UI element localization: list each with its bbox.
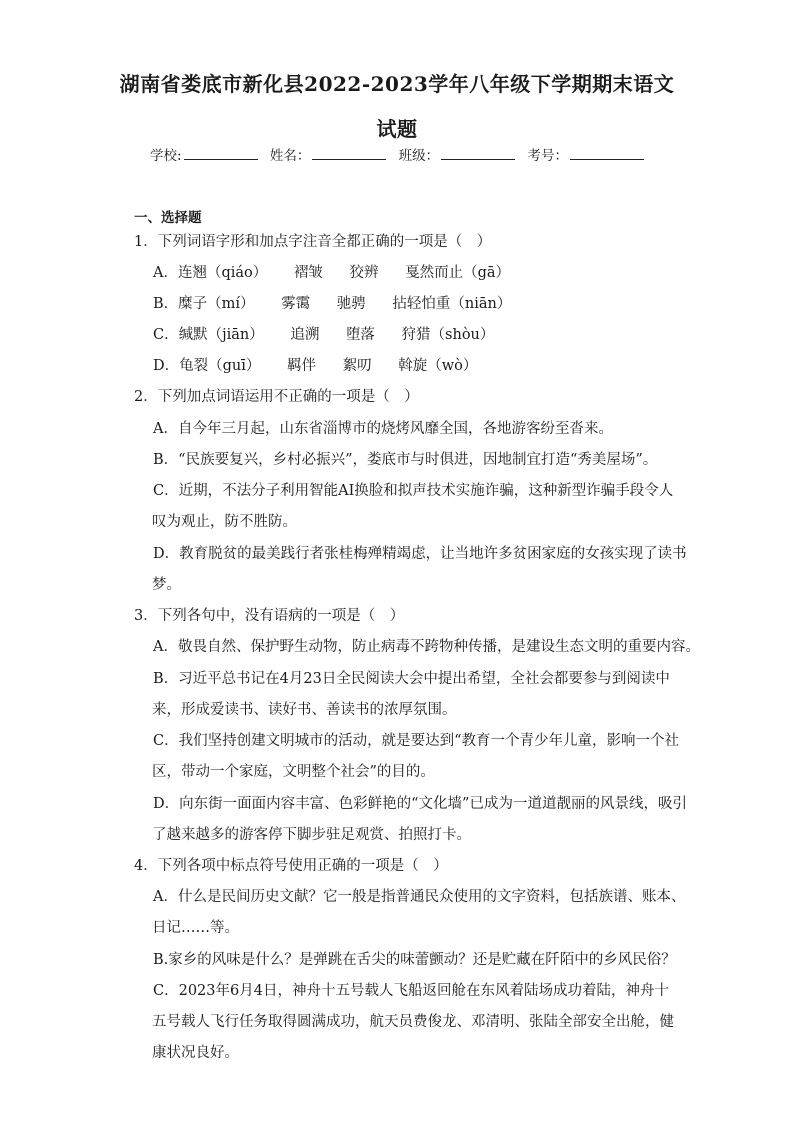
option-d-word-2: 羁伴: [287, 358, 316, 374]
question-2-option-d-cont: 梦。: [152, 577, 181, 593]
question-1-stem: 1．下列词语字形和加点字注音全都正确的一项是（ ）: [134, 234, 492, 250]
class-field: [399, 144, 516, 164]
option-a-word-3: 狡辨: [349, 265, 379, 281]
option-d-word-1: D．龟裂（guī）: [153, 358, 261, 374]
option-c-word-2: 追溯: [290, 327, 320, 343]
question-3-option-c: C．我们坚持创建文明城市的活动，就是要达到“教育一个青少年儿童，影响一个社: [153, 733, 680, 749]
option-c-word-3: 堕落: [345, 327, 375, 343]
question-2-option-b: B．“民族要复兴，乡村必振兴”，娄底市与时俱进，因地制宜打造“秀美屋场”。: [153, 452, 658, 468]
option-a-word-1: A．连翘（qiáo）: [153, 265, 268, 281]
class-blank: [441, 146, 515, 160]
option-a-word-2: 褶皱: [293, 265, 323, 281]
question-4-option-a-cont: 日记……等。: [152, 920, 239, 936]
name-blank: [312, 146, 386, 160]
name-label: 姓名：: [269, 148, 311, 164]
question-4-option-a: A．什么是民间历史文献？它一般是指普通民众使用的文字资料，包括族谱、账本、: [153, 889, 686, 905]
question-3-option-c-cont: 区，带动一个家庭，文明整个社会”的目的。: [152, 764, 435, 780]
option-d-word-4: 斡旋（wò）: [398, 358, 478, 374]
option-b-word-2: 雾霭: [281, 296, 311, 312]
question-2-option-a: A．自今年三月起，山东省淄博市的烧烤风靡全国，各地游客纷至沓来。: [153, 421, 613, 437]
question-2-option-c-cont: 叹为观止，防不胜防。: [152, 514, 297, 530]
question-3-stem: 3．下列各句中，没有语病的一项是（ ）: [134, 608, 405, 624]
question-3-option-a: A．敬畏自然、保护野生动物，防止病毒不跨物种传播，是建设生态文明的重要内容。: [153, 639, 700, 655]
question-4-option-c-cont2: 康状况良好。: [152, 1045, 239, 1061]
option-c-word-4: 狩猎（shòu）: [401, 327, 495, 343]
option-c-word-1: C．缄默（jiān）: [153, 327, 264, 343]
question-1-option-a: [153, 263, 510, 283]
question-4-option-c: C．2023年6月4日，神舟十五号载人飞船返回舱在东风着陆场成功着陆，神舟十: [153, 983, 669, 999]
question-2-stem: 2．下列加点词语运用不正确的一项是（ ）: [134, 389, 419, 405]
section-heading: 一、选择题: [134, 210, 202, 226]
school-blank: [184, 146, 258, 160]
option-b-word-4: 拈轻怕重（niān）: [392, 296, 512, 312]
doc-title-line1: 湖南省娄底市新化县2022-2023学年八年级下学期期末语文: [119, 72, 675, 96]
school-label: 学校:: [150, 148, 182, 164]
option-b-word-1: B．糜子（mí）: [153, 296, 255, 312]
question-4-stem: 4．下列各项中标点符号使用正确的一项是（ ）: [134, 858, 448, 874]
exam-no-field: [527, 144, 644, 164]
question-1-option-d: [153, 356, 477, 376]
question-3-option-b-cont: 来，形成爱读书、读好书、善读书的浓厚氛围。: [152, 702, 457, 718]
question-2-option-d: D．教育脱贫的最美践行者张桂梅殚精竭虑，让当地许多贫困家庭的女孩实现了读书: [153, 546, 687, 562]
option-a-word-4: 戛然而止（gā）: [405, 265, 511, 281]
question-2-option-c: C．近期，不法分子利用智能AI换脸和拟声技术实施诈骗，这种新型诈骗手段令人: [153, 483, 674, 499]
option-d-word-3: 絮叨: [342, 358, 372, 374]
exam-no-blank: [570, 146, 644, 160]
question-1-option-c: [153, 325, 494, 345]
question-1-option-b: [153, 294, 511, 314]
question-3-option-d-cont: 了越来越多的游客停下脚步驻足观赏、拍照打卡。: [152, 827, 471, 843]
question-3-option-b: B．习近平总书记在4月23日全民阅读大会中提出希望，全社会都要参与到阅读中: [153, 671, 670, 687]
question-4-option-b: B.家乡的风味是什么？是弹跳在舌尖的味蕾颤动？还是贮藏在阡陌中的乡风民俗？: [153, 952, 676, 968]
student-info-row: [0, 144, 794, 164]
doc-title-line2: 试题: [376, 117, 418, 141]
exam-no-label: 考号：: [527, 148, 568, 164]
question-4-option-c-cont: 五号载人飞行任务取得圆满成功，航天员费俊龙、邓清明、张陆全部安全出舱，健: [152, 1014, 674, 1030]
question-3-option-d: D．向东街一面面内容丰富、色彩鲜艳的“文化墙”已成为一道道靓丽的风景线，吸引: [153, 796, 687, 812]
class-label: 班级：: [398, 148, 440, 164]
option-b-word-3: 驰骋: [336, 296, 366, 312]
name-field: [270, 144, 387, 164]
school-field: [150, 144, 258, 164]
